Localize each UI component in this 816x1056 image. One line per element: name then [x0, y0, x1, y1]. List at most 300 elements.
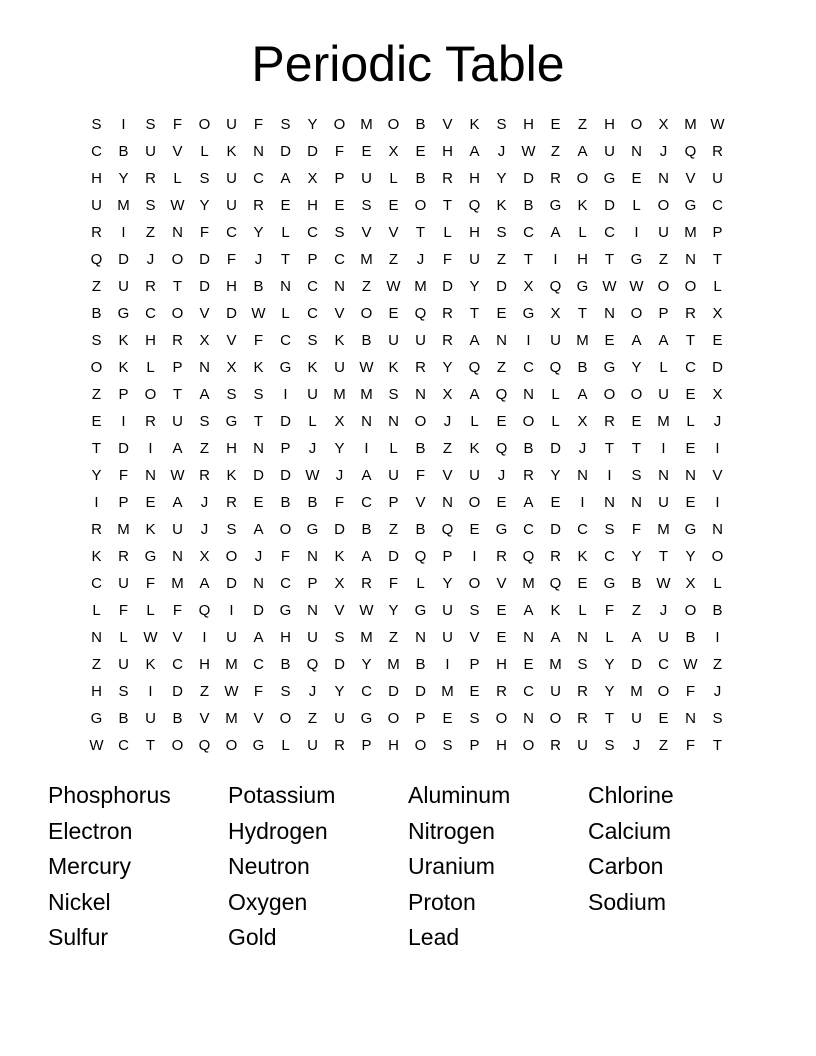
- grid-letter: Q: [414, 305, 427, 322]
- grid-letter: N: [199, 359, 210, 376]
- grid-letter: Z: [145, 224, 156, 241]
- grid-letter: I: [715, 629, 720, 646]
- word-bank-item: Gold: [228, 924, 277, 950]
- grid-letter: F: [253, 683, 264, 700]
- grid-letter: C: [91, 575, 102, 592]
- grid-letter: X: [685, 575, 696, 592]
- grid-letter: R: [496, 683, 507, 700]
- grid-letter: E: [523, 656, 534, 673]
- grid-letter: R: [712, 143, 723, 160]
- grid-letter: I: [121, 224, 126, 241]
- grid-letter: B: [253, 278, 264, 295]
- grid-letter: D: [712, 359, 723, 376]
- grid-letter: I: [715, 494, 720, 511]
- grid-letter: M: [225, 656, 238, 673]
- grid-letter: B: [118, 143, 129, 160]
- grid-letter: N: [253, 575, 264, 592]
- grid-letter: L: [119, 629, 128, 646]
- grid-letter: W: [251, 305, 266, 322]
- grid-letter: C: [145, 305, 156, 322]
- grid-letter: C: [604, 548, 615, 565]
- grid-letter: J: [497, 467, 506, 484]
- grid-letter: T: [145, 737, 156, 754]
- grid-letter: P: [307, 251, 318, 268]
- grid-letter: E: [91, 413, 102, 430]
- grid-letter: R: [550, 737, 561, 754]
- grid-letter: O: [360, 305, 373, 322]
- grid-letter: K: [334, 548, 345, 565]
- grid-letter: G: [414, 602, 427, 619]
- grid-letter: Z: [199, 440, 210, 457]
- grid-letter: N: [172, 548, 183, 565]
- grid-letter: E: [712, 332, 723, 349]
- grid-letter: I: [580, 494, 585, 511]
- grid-letter: U: [388, 467, 399, 484]
- grid-letter: A: [523, 494, 534, 511]
- grid-letter: L: [659, 359, 668, 376]
- grid-letter: N: [631, 494, 642, 511]
- word-bank-item: Neutron: [228, 853, 310, 879]
- grid-letter: M: [225, 710, 238, 727]
- grid-letter: Y: [118, 170, 129, 187]
- grid-letter: V: [172, 629, 183, 646]
- grid-letter: D: [199, 251, 210, 268]
- grid-letter: V: [496, 575, 507, 592]
- grid-letter: D: [550, 521, 561, 538]
- grid-letter: L: [146, 602, 155, 619]
- grid-letter: V: [685, 170, 696, 187]
- grid-letter: H: [199, 656, 210, 673]
- grid-letter: I: [148, 683, 153, 700]
- grid-letter: R: [442, 305, 453, 322]
- grid-letter: N: [307, 548, 318, 565]
- grid-letter: U: [550, 332, 561, 349]
- grid-letter: O: [171, 251, 184, 268]
- grid-letter: E: [550, 494, 561, 511]
- grid-letter: V: [388, 224, 399, 241]
- grid-letter: L: [281, 224, 290, 241]
- grid-letter: J: [659, 602, 668, 619]
- word-bank-item: Potassium: [228, 782, 336, 808]
- grid-letter: J: [200, 494, 209, 511]
- grid-letter: S: [604, 737, 615, 754]
- grid-letter: F: [199, 224, 210, 241]
- grid-letter: P: [118, 494, 129, 511]
- grid-letter: J: [713, 413, 722, 430]
- grid-letter: D: [334, 656, 345, 673]
- grid-letter: Q: [684, 143, 697, 160]
- grid-letter: R: [253, 197, 264, 214]
- grid-letter: H: [226, 278, 237, 295]
- grid-letter: I: [553, 251, 558, 268]
- grid-letter: A: [172, 494, 183, 511]
- grid-letter: T: [415, 224, 426, 241]
- grid-letter: E: [469, 683, 480, 700]
- grid-letter: H: [145, 332, 156, 349]
- word-bank-item: Uranium: [408, 853, 495, 879]
- grid-letter: C: [523, 683, 534, 700]
- grid-letter: D: [388, 683, 399, 700]
- grid-letter: Y: [91, 467, 102, 484]
- grid-letter: H: [442, 143, 453, 160]
- grid-letter: U: [577, 737, 588, 754]
- grid-letter: J: [443, 413, 452, 430]
- grid-letter: L: [416, 575, 425, 592]
- grid-letter: L: [389, 170, 398, 187]
- grid-letter: A: [469, 332, 480, 349]
- grid-letter: C: [226, 224, 237, 241]
- grid-letter: D: [604, 197, 615, 214]
- grid-letter: N: [604, 305, 615, 322]
- grid-letter: G: [522, 305, 535, 322]
- grid-letter: S: [118, 683, 129, 700]
- grid-letter: A: [577, 386, 588, 403]
- grid-letter: W: [710, 116, 725, 133]
- grid-letter: X: [712, 386, 723, 403]
- grid-letter: Z: [658, 251, 669, 268]
- grid-letter: Z: [658, 737, 669, 754]
- grid-letter: H: [577, 251, 588, 268]
- grid-letter: O: [711, 548, 724, 565]
- grid-letter: E: [442, 710, 453, 727]
- grid-letter: U: [334, 359, 345, 376]
- grid-letter: W: [629, 278, 644, 295]
- grid-letter: J: [308, 683, 317, 700]
- grid-letter: T: [280, 251, 291, 268]
- grid-letter: D: [226, 575, 237, 592]
- grid-letter: R: [550, 548, 561, 565]
- grid-letter: A: [631, 629, 642, 646]
- grid-letter: R: [685, 305, 696, 322]
- grid-letter: D: [118, 440, 129, 457]
- grid-letter: U: [118, 278, 129, 295]
- grid-letter: L: [281, 737, 290, 754]
- grid-letter: O: [144, 386, 157, 403]
- word-bank-item: Aluminum: [408, 782, 511, 808]
- grid-letter: N: [253, 440, 264, 457]
- grid-letter: G: [117, 305, 130, 322]
- grid-letter: V: [469, 629, 480, 646]
- grid-letter: U: [91, 197, 102, 214]
- grid-letter: U: [658, 386, 669, 403]
- grid-letter: E: [685, 440, 696, 457]
- grid-letter: D: [631, 656, 642, 673]
- grid-letter: Z: [91, 386, 102, 403]
- grid-letter: V: [199, 710, 210, 727]
- grid-letter: I: [148, 440, 153, 457]
- grid-letter: T: [172, 278, 183, 295]
- grid-letter: B: [280, 494, 291, 511]
- grid-letter: N: [361, 413, 372, 430]
- grid-letter: N: [496, 332, 507, 349]
- grid-letter: F: [334, 143, 345, 160]
- grid-letter: B: [415, 656, 426, 673]
- grid-letter: P: [415, 710, 426, 727]
- grid-letter: Z: [307, 710, 318, 727]
- grid-letter: Y: [334, 683, 345, 700]
- grid-letter: R: [91, 521, 102, 538]
- grid-letter: X: [334, 575, 345, 592]
- grid-letter: U: [118, 656, 129, 673]
- grid-letter: B: [91, 305, 102, 322]
- grid-letter: F: [388, 575, 399, 592]
- grid-letter: E: [658, 710, 669, 727]
- grid-letter: G: [576, 278, 589, 295]
- grid-letter: G: [549, 197, 562, 214]
- grid-letter: K: [253, 359, 264, 376]
- grid-letter: E: [577, 575, 588, 592]
- grid-letter: S: [469, 710, 480, 727]
- grid-letter: U: [469, 467, 480, 484]
- grid-letter: Q: [549, 278, 562, 295]
- grid-letter: C: [361, 494, 372, 511]
- word-bank-item: Sulfur: [48, 924, 109, 950]
- grid-letter: S: [226, 521, 237, 538]
- grid-letter: G: [279, 602, 292, 619]
- grid-letter: S: [712, 710, 723, 727]
- grid-letter: L: [713, 575, 722, 592]
- grid-letter: W: [89, 737, 104, 754]
- grid-letter: P: [442, 548, 453, 565]
- grid-letter: O: [495, 710, 508, 727]
- grid-letter: Q: [495, 440, 508, 457]
- grid-letter: N: [685, 710, 696, 727]
- grid-letter: W: [305, 467, 320, 484]
- grid-letter: M: [657, 521, 670, 538]
- grid-letter: E: [496, 494, 507, 511]
- grid-letter: F: [280, 548, 291, 565]
- grid-letter: E: [604, 332, 615, 349]
- word-bank-item: Proton: [408, 888, 476, 915]
- grid-letter: E: [550, 116, 561, 133]
- word-bank-item: Nickel: [48, 888, 111, 915]
- grid-letter: P: [658, 305, 669, 322]
- grid-letter: R: [334, 737, 345, 754]
- grid-letter: Q: [90, 251, 103, 268]
- grid-letter: J: [713, 683, 722, 700]
- grid-letter: N: [415, 629, 426, 646]
- grid-letter: S: [469, 602, 480, 619]
- grid-letter: T: [685, 332, 696, 349]
- grid-letter: A: [658, 332, 669, 349]
- grid-letter: U: [307, 737, 318, 754]
- grid-letter: M: [630, 683, 643, 700]
- grid-letter: M: [171, 575, 184, 592]
- grid-letter: S: [361, 197, 372, 214]
- grid-letter: T: [712, 251, 723, 268]
- grid-letter: A: [199, 575, 210, 592]
- grid-letter: J: [659, 143, 668, 160]
- grid-letter: O: [657, 278, 670, 295]
- grid-letter: Q: [522, 548, 535, 565]
- grid-letter: V: [226, 332, 237, 349]
- word-bank-item: Nitrogen: [408, 817, 495, 844]
- grid-letter: C: [280, 575, 291, 592]
- grid-letter: M: [117, 521, 130, 538]
- grid-letter: K: [91, 548, 102, 565]
- grid-letter: Y: [253, 224, 264, 241]
- grid-letter: F: [604, 602, 615, 619]
- grid-letter: Y: [685, 548, 696, 565]
- grid-letter: G: [306, 521, 319, 538]
- grid-letter: P: [334, 170, 345, 187]
- grid-letter: F: [118, 467, 129, 484]
- grid-letter: O: [684, 278, 697, 295]
- grid-letter: J: [416, 251, 425, 268]
- grid-letter: F: [334, 494, 345, 511]
- grid-letter: I: [121, 413, 126, 430]
- grid-letter: J: [146, 251, 155, 268]
- grid-letter: O: [414, 413, 427, 430]
- grid-letter: N: [577, 629, 588, 646]
- grid-letter: I: [283, 386, 288, 403]
- grid-letter: Y: [469, 278, 480, 295]
- grid-letter: W: [521, 143, 536, 160]
- word-bank-item: Hydrogen: [228, 817, 328, 844]
- grid-letter: W: [359, 359, 374, 376]
- grid-letter: J: [200, 521, 209, 538]
- grid-letter: O: [198, 116, 211, 133]
- grid-letter: F: [118, 602, 129, 619]
- grid-letter: X: [199, 332, 210, 349]
- grid-letter: T: [91, 440, 102, 457]
- grid-letter: G: [279, 359, 292, 376]
- grid-letter: J: [308, 440, 317, 457]
- grid-letter: U: [658, 629, 669, 646]
- grid-letter: A: [469, 386, 480, 403]
- grid-letter: L: [443, 224, 452, 241]
- grid-letter: B: [712, 602, 723, 619]
- grid-letter: X: [523, 278, 534, 295]
- grid-letter: W: [656, 575, 671, 592]
- grid-letter: F: [145, 575, 156, 592]
- grid-letter: L: [92, 602, 101, 619]
- grid-letter: M: [684, 116, 697, 133]
- grid-letter: N: [577, 467, 588, 484]
- grid-letter: Y: [496, 170, 507, 187]
- grid-letter: X: [226, 359, 237, 376]
- grid-letter: U: [712, 170, 723, 187]
- word-bank-item: Electron: [48, 817, 133, 844]
- grid-letter: W: [170, 197, 185, 214]
- grid-letter: G: [603, 575, 616, 592]
- grid-letter: Q: [549, 359, 562, 376]
- grid-letter: I: [634, 224, 639, 241]
- grid-letter: B: [415, 521, 426, 538]
- grid-letter: I: [121, 116, 126, 133]
- word-bank-item: Calcium: [588, 817, 672, 844]
- grid-letter: U: [658, 494, 669, 511]
- grid-letter: W: [143, 629, 158, 646]
- grid-letter: E: [415, 143, 426, 160]
- grid-letter: N: [523, 629, 534, 646]
- grid-letter: L: [281, 305, 290, 322]
- grid-letter: X: [388, 143, 399, 160]
- grid-letter: Z: [91, 656, 102, 673]
- grid-letter: G: [90, 710, 103, 727]
- grid-letter: E: [388, 305, 399, 322]
- grid-letter: R: [361, 575, 372, 592]
- grid-letter: A: [523, 602, 534, 619]
- grid-letter: S: [577, 656, 588, 673]
- grid-letter: U: [226, 629, 237, 646]
- grid-letter: T: [604, 251, 615, 268]
- grid-letter: K: [469, 116, 480, 133]
- grid-letter: D: [442, 278, 453, 295]
- word-bank-item: Oxygen: [228, 888, 308, 915]
- grid-letter: C: [685, 359, 696, 376]
- grid-letter: K: [550, 602, 561, 619]
- grid-letter: S: [91, 332, 102, 349]
- word-bank-item: Sodium: [588, 888, 666, 915]
- grid-letter: R: [91, 224, 102, 241]
- grid-letter: O: [630, 305, 643, 322]
- grid-letter: S: [145, 116, 156, 133]
- grid-letter: N: [334, 278, 345, 295]
- grid-letter: K: [388, 359, 399, 376]
- grid-letter: L: [551, 413, 560, 430]
- grid-letter: Y: [199, 197, 210, 214]
- grid-letter: L: [686, 413, 695, 430]
- grid-letter: D: [280, 143, 291, 160]
- grid-letter: Z: [388, 521, 399, 538]
- grid-letter: B: [631, 575, 642, 592]
- grid-letter: K: [469, 440, 480, 457]
- grid-letter: U: [226, 116, 237, 133]
- grid-letter: K: [226, 467, 237, 484]
- grid-letter: G: [225, 413, 238, 430]
- grid-letter: N: [307, 602, 318, 619]
- letter-grid: [83, 111, 731, 759]
- grid-letter: V: [712, 467, 723, 484]
- grid-letter: O: [684, 602, 697, 619]
- grid-letter: H: [469, 170, 480, 187]
- grid-letter: L: [578, 602, 587, 619]
- grid-letter: O: [549, 710, 562, 727]
- grid-letter: L: [308, 413, 317, 430]
- grid-letter: E: [145, 494, 156, 511]
- grid-letter: O: [279, 710, 292, 727]
- grid-letter: U: [145, 710, 156, 727]
- grid-letter: P: [280, 440, 291, 457]
- grid-letter: M: [549, 656, 562, 673]
- grid-letter: N: [712, 521, 723, 538]
- grid-letter: E: [280, 197, 291, 214]
- word-bank: [48, 778, 768, 956]
- grid-letter: K: [496, 197, 507, 214]
- grid-letter: M: [657, 413, 670, 430]
- grid-letter: L: [632, 197, 641, 214]
- grid-letter: I: [472, 548, 477, 565]
- grid-letter: U: [415, 332, 426, 349]
- grid-letter: K: [334, 332, 345, 349]
- grid-letter: C: [523, 359, 534, 376]
- grid-letter: N: [172, 224, 183, 241]
- grid-letter: I: [364, 440, 369, 457]
- grid-letter: O: [657, 683, 670, 700]
- grid-letter: K: [226, 143, 237, 160]
- grid-letter: A: [199, 386, 210, 403]
- grid-letter: F: [415, 467, 426, 484]
- grid-letter: T: [604, 440, 615, 457]
- grid-letter: W: [224, 683, 239, 700]
- grid-letter: C: [307, 278, 318, 295]
- grid-letter: B: [172, 710, 183, 727]
- grid-letter: A: [361, 548, 372, 565]
- grid-letter: A: [253, 521, 264, 538]
- grid-letter: O: [387, 116, 400, 133]
- grid-letter: N: [658, 170, 669, 187]
